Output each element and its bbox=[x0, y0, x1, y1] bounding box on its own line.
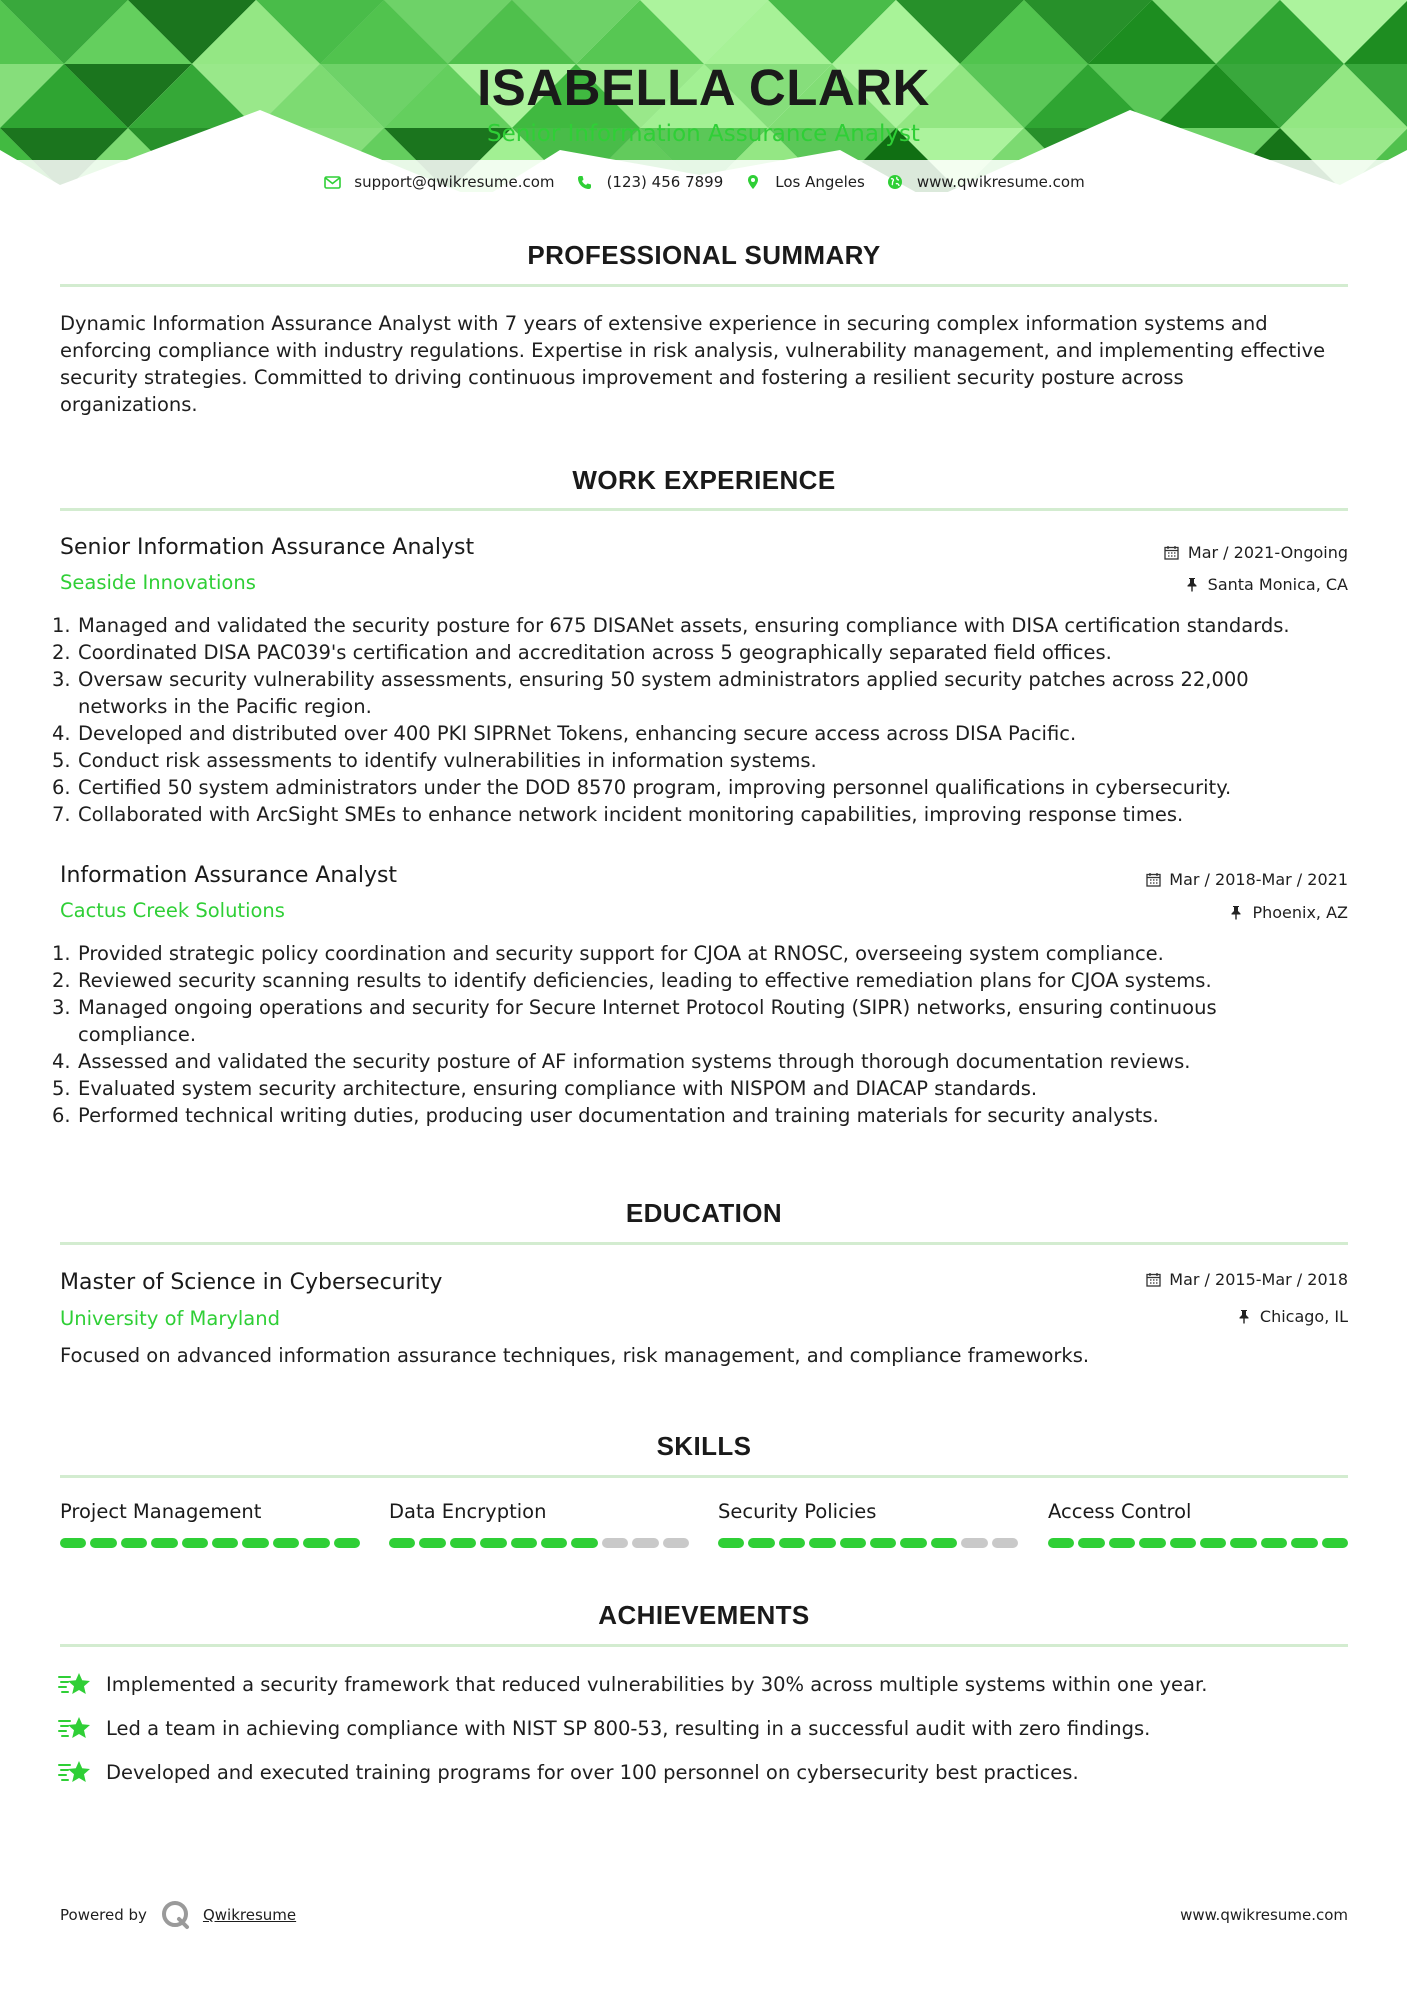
skill-level-segment bbox=[1078, 1538, 1104, 1548]
contact-bar bbox=[0, 173, 1407, 191]
list-text bbox=[78, 666, 1352, 720]
list-item bbox=[52, 1102, 1352, 1129]
pushpin-icon bbox=[1227, 905, 1245, 921]
list-text: Evaluated system security architecture, ensuring compliance with NISPOM and DIACAP standards. bbox=[78, 1077, 1038, 1100]
section-divider bbox=[60, 508, 1348, 511]
qwikresume-logo-icon bbox=[161, 1900, 191, 1930]
school-name: University of Maryland bbox=[60, 1307, 280, 1330]
job-dates bbox=[1144, 870, 1348, 889]
section-title-experience: WORK EXPERIENCE bbox=[572, 465, 836, 495]
contact-website[interactable] bbox=[885, 173, 1085, 191]
skill-level-segment bbox=[389, 1538, 415, 1548]
list-text bbox=[78, 994, 1352, 1048]
education-location bbox=[1235, 1307, 1348, 1326]
list-item bbox=[52, 747, 1352, 774]
education-dates-text: Mar / 2015-Mar / 2018 bbox=[1169, 1270, 1348, 1289]
skill-level-segment bbox=[541, 1538, 567, 1548]
skill-level-segment bbox=[718, 1538, 744, 1548]
skill-level-segment bbox=[602, 1538, 628, 1548]
education-description: Focused on advanced information assurance techniques, risk management, and compliance frameworks. bbox=[60, 1344, 1090, 1367]
pushpin-icon bbox=[1235, 1309, 1253, 1325]
achievement-item bbox=[58, 1714, 1150, 1742]
list-number: 6. bbox=[52, 1104, 71, 1127]
list-text: Reviewed security scanning results to identify deficiencies, leading to effective remediation plans for CJOA systems. bbox=[78, 969, 1212, 992]
skill-level-segment bbox=[1048, 1538, 1074, 1548]
skill-level-segment bbox=[1109, 1538, 1135, 1548]
skill-level-segment bbox=[1291, 1538, 1317, 1548]
skill-level-segment bbox=[60, 1538, 86, 1548]
list-item bbox=[52, 1048, 1352, 1075]
skill-level-segment bbox=[1322, 1538, 1348, 1548]
list-item bbox=[52, 801, 1352, 828]
skill-name: Project Management bbox=[60, 1500, 262, 1523]
section-title-education: EDUCATION bbox=[625, 1198, 783, 1228]
list-text: Coordinated DISA PAC039's certification and accreditation across 5 geographically separated field offices. bbox=[78, 641, 1112, 664]
skill-level-segment bbox=[931, 1538, 957, 1548]
list-number: 2. bbox=[52, 641, 71, 664]
skill-level-segment bbox=[334, 1538, 360, 1548]
summary-text bbox=[60, 310, 1350, 418]
skill-item bbox=[60, 1500, 360, 1548]
contact-phone[interactable] bbox=[575, 173, 724, 191]
footer-powered-by bbox=[60, 1900, 296, 1930]
skill-level-segment bbox=[1230, 1538, 1256, 1548]
list-number: 5. bbox=[52, 749, 71, 772]
summary-line: security strategies. Committed to driving continuous improvement and fostering a resilient security posture across bbox=[60, 366, 1184, 389]
skill-level-segment bbox=[840, 1538, 866, 1548]
list-number: 3. bbox=[52, 668, 71, 691]
list-item bbox=[52, 639, 1352, 666]
summary-line: enforcing compliance with industry regulations. Expertise in risk analysis, vulnerability management, and implementing effective bbox=[60, 339, 1326, 362]
qwikresume-link[interactable]: Qwikresume bbox=[202, 1906, 297, 1924]
list-item bbox=[52, 1075, 1352, 1102]
summary-line: organizations. bbox=[60, 393, 198, 416]
calendar-icon bbox=[1163, 545, 1181, 561]
achievement-item bbox=[58, 1758, 1079, 1786]
section-divider bbox=[60, 1475, 1348, 1478]
list-text-line: networks in the Pacific region. bbox=[78, 695, 372, 718]
skill-level-segment bbox=[992, 1538, 1018, 1548]
phone-icon bbox=[575, 173, 595, 191]
skill-name: Security Policies bbox=[718, 1500, 877, 1523]
skill-item bbox=[718, 1500, 1018, 1548]
skill-level-segment bbox=[1261, 1538, 1287, 1548]
list-item bbox=[52, 612, 1352, 639]
skill-name: Access Control bbox=[1048, 1500, 1192, 1523]
resume-header bbox=[0, 0, 1407, 200]
job-location-text: Phoenix, AZ bbox=[1252, 903, 1348, 922]
list-number: 1. bbox=[52, 614, 71, 637]
job-dates-text: Mar / 2018-Mar / 2021 bbox=[1169, 870, 1348, 889]
contact-email[interactable] bbox=[322, 173, 554, 191]
skill-level-bar bbox=[60, 1538, 360, 1548]
skill-level-bar bbox=[718, 1538, 1018, 1548]
list-text: Provided strategic policy coordination and security support for CJOA at RNOSC, overseeing system compliance. bbox=[78, 942, 1164, 965]
section-divider bbox=[60, 284, 1348, 287]
skill-level-segment bbox=[663, 1538, 689, 1548]
list-number: 2. bbox=[52, 969, 71, 992]
degree-title: Master of Science in Cybersecurity bbox=[60, 1270, 443, 1295]
footer-url[interactable]: www.qwikresume.com bbox=[1180, 1906, 1348, 1924]
skill-name: Data Encryption bbox=[389, 1500, 547, 1523]
list-text: Managed and validated the security posture for 675 DISANet assets, ensuring compliance with DISA certification standards. bbox=[78, 614, 1290, 637]
skill-level-segment bbox=[748, 1538, 774, 1548]
skill-level-bar bbox=[1048, 1538, 1348, 1548]
job-title: Information Assurance Analyst bbox=[60, 863, 398, 888]
list-text: Developed and distributed over 400 PKI SIPRNet Tokens, enhancing secure access across DISA Pacific. bbox=[78, 722, 1077, 745]
list-text: Collaborated with ArcSight SMEs to enhance network incident monitoring capabilities, improving response times. bbox=[78, 803, 1184, 826]
list-text: Conduct risk assessments to identify vulnerabilities in information systems. bbox=[78, 749, 817, 772]
skill-level-bar bbox=[389, 1538, 689, 1548]
skill-level-segment bbox=[303, 1538, 329, 1548]
job-dates bbox=[1163, 543, 1348, 562]
achievement-text: Led a team in achieving compliance with NIST SP 800-53, resulting in a successful audit with zero findings. bbox=[106, 1716, 1151, 1740]
list-item bbox=[52, 774, 1352, 801]
skill-level-segment bbox=[121, 1538, 147, 1548]
contact-location bbox=[743, 173, 865, 191]
skill-level-segment bbox=[212, 1538, 238, 1548]
powered-by-label: Powered by bbox=[60, 1906, 147, 1924]
list-text-line: Managed ongoing operations and security for Secure Internet Protocol Routing (SIPR) networks, ensuring continuous bbox=[78, 996, 1217, 1019]
section-divider bbox=[60, 1644, 1348, 1647]
list-number: 6. bbox=[52, 776, 71, 799]
skill-level-segment bbox=[809, 1538, 835, 1548]
candidate-name: ISABELLA CLARK bbox=[477, 59, 930, 116]
list-item bbox=[52, 940, 1352, 967]
shooting-star-icon bbox=[58, 1670, 94, 1698]
contact-website-text: www.qwikresume.com bbox=[916, 173, 1085, 191]
skill-level-segment bbox=[870, 1538, 896, 1548]
calendar-icon bbox=[1144, 872, 1162, 888]
skill-level-segment bbox=[1139, 1538, 1165, 1548]
section-title-skills: SKILLS bbox=[656, 1431, 752, 1461]
achievement-text: Developed and executed training programs for over 100 personnel on cybersecurity best practices. bbox=[106, 1760, 1079, 1784]
list-item bbox=[52, 666, 1352, 720]
envelope-icon bbox=[322, 173, 342, 191]
education-location-text: Chicago, IL bbox=[1259, 1307, 1348, 1326]
contact-location-text: Los Angeles bbox=[775, 173, 865, 191]
list-item bbox=[52, 720, 1352, 747]
education-dates bbox=[1144, 1270, 1348, 1289]
list-number: 4. bbox=[52, 722, 71, 745]
skill-level-segment bbox=[1170, 1538, 1196, 1548]
skill-level-segment bbox=[450, 1538, 476, 1548]
skill-level-segment bbox=[90, 1538, 116, 1548]
shooting-star-icon bbox=[58, 1758, 94, 1786]
skill-level-segment bbox=[273, 1538, 299, 1548]
skill-level-segment bbox=[182, 1538, 208, 1548]
list-text: Performed technical writing duties, producing user documentation and training materials for security analysts. bbox=[78, 1104, 1159, 1127]
job-location-text: Santa Monica, CA bbox=[1207, 575, 1348, 594]
skill-level-segment bbox=[632, 1538, 658, 1548]
job-location bbox=[1227, 903, 1348, 922]
list-number: 7. bbox=[52, 803, 71, 826]
skill-level-segment bbox=[900, 1538, 926, 1548]
list-text: Certified 50 system administrators under the DOD 8570 program, improving personnel qualifications in cybersecurity. bbox=[78, 776, 1232, 799]
list-text-line: compliance. bbox=[78, 1023, 197, 1046]
job-responsibilities bbox=[52, 612, 1352, 828]
skill-level-segment bbox=[480, 1538, 506, 1548]
skill-level-segment bbox=[242, 1538, 268, 1548]
skill-level-segment bbox=[779, 1538, 805, 1548]
skill-item bbox=[389, 1500, 689, 1548]
list-text-line: Oversaw security vulnerability assessments, ensuring 50 system administrators applied security patches across 22,000 bbox=[78, 668, 1249, 691]
section-title-summary: PROFESSIONAL SUMMARY bbox=[527, 240, 881, 270]
list-number: 5. bbox=[52, 1077, 71, 1100]
candidate-role: Senior Information Assurance Analyst bbox=[487, 121, 920, 147]
list-number: 4. bbox=[52, 1050, 71, 1073]
job-title: Senior Information Assurance Analyst bbox=[60, 535, 475, 560]
list-text: Assessed and validated the security posture of AF information systems through thorough documentation reviews. bbox=[78, 1050, 1191, 1073]
skill-level-segment bbox=[961, 1538, 987, 1548]
contact-phone-text: (123) 456 7899 bbox=[606, 173, 724, 191]
achievement-item bbox=[58, 1670, 1207, 1698]
list-item bbox=[52, 994, 1352, 1048]
skill-level-segment bbox=[419, 1538, 445, 1548]
globe-icon bbox=[885, 173, 905, 191]
job-location bbox=[1183, 575, 1348, 594]
pushpin-icon bbox=[1183, 577, 1201, 593]
summary-line: Dynamic Information Assurance Analyst with 7 years of extensive experience in securing complex information systems and bbox=[60, 312, 1268, 335]
section-divider bbox=[60, 1242, 1348, 1245]
contact-email-text: support@qwikresume.com bbox=[354, 173, 555, 191]
skill-item bbox=[1048, 1500, 1348, 1548]
skill-level-segment bbox=[151, 1538, 177, 1548]
list-number: 3. bbox=[52, 996, 71, 1019]
section-title-achievements: ACHIEVEMENTS bbox=[598, 1600, 810, 1630]
skill-level-segment bbox=[571, 1538, 597, 1548]
job-responsibilities bbox=[52, 940, 1352, 1129]
skill-level-segment bbox=[511, 1538, 537, 1548]
list-number: 1. bbox=[52, 942, 71, 965]
achievement-text: Implemented a security framework that reduced vulnerabilities by 30% across multiple systems within one year. bbox=[106, 1672, 1208, 1696]
map-pin-icon bbox=[743, 173, 763, 191]
skill-level-segment bbox=[1200, 1538, 1226, 1548]
company-name: Cactus Creek Solutions bbox=[60, 899, 285, 922]
calendar-icon bbox=[1144, 1272, 1162, 1288]
job-dates-text: Mar / 2021-Ongoing bbox=[1187, 543, 1348, 562]
company-name: Seaside Innovations bbox=[60, 571, 256, 594]
list-item bbox=[52, 967, 1352, 994]
shooting-star-icon bbox=[58, 1714, 94, 1742]
